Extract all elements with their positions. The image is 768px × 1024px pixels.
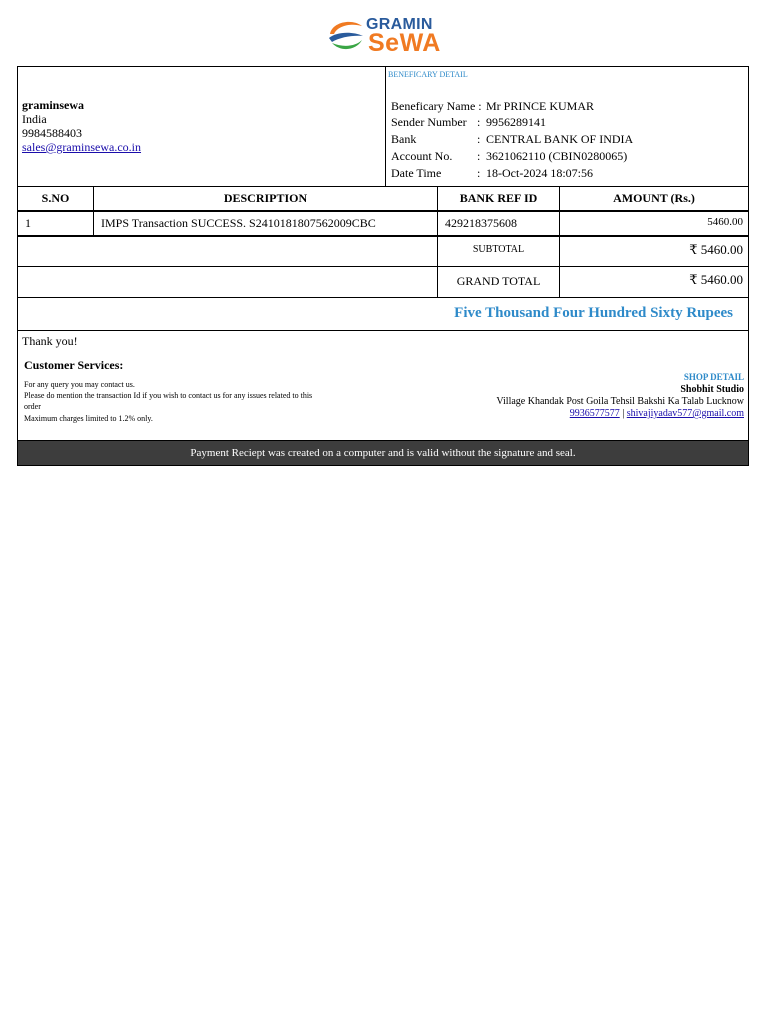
shop-address: Village Khandak Post Goila Tehsil Bakshi Ka Talab Lucknow	[496, 396, 744, 407]
shop-phone-link[interactable]: 9936577577	[569, 408, 620, 419]
merchant-name: graminsewa	[22, 98, 84, 112]
column-header-bank-ref: BANK REF ID	[459, 191, 538, 205]
row-description: IMPS Transaction SUCCESS. S2410181807562009CBC	[101, 216, 376, 230]
sender-number-value: 9956289141	[486, 115, 546, 129]
bank-colon: :	[477, 132, 481, 146]
beneficiary-name-label: Beneficary Name :	[391, 99, 482, 113]
subtotal-value: ₹ 5460.00	[689, 242, 743, 257]
customer-services-line-4: Maximum charges limited to 1.2% only.	[24, 414, 153, 423]
row-sno: 1	[25, 216, 31, 230]
logo-text-gramin: GRAMIN	[366, 16, 433, 33]
sender-number-label: Sender Number	[391, 115, 467, 129]
beneficiary-name-value: Mr PRINCE KUMAR	[486, 99, 595, 113]
disclaimer-text: Payment Reciept was created on a computer and is valid without the signature and seal.	[190, 447, 576, 459]
date-time-colon: :	[477, 166, 481, 180]
date-time-label: Date Time	[391, 166, 442, 180]
date-time-value: 18-Oct-2024 18:07:56	[486, 166, 593, 180]
logo-text-sewa: SeWA	[368, 29, 441, 57]
customer-services-heading: Customer Services:	[24, 358, 124, 372]
bank-label: Bank	[391, 132, 417, 146]
shop-email-link[interactable]: shivajiyadav577@gmail.com	[626, 408, 744, 419]
account-number-value: 3621062110 (CBIN0280065)	[486, 149, 628, 163]
customer-services-line-3: order	[24, 402, 41, 411]
merchant-country: India	[22, 112, 47, 126]
subtotal-row	[17, 236, 749, 267]
account-number-colon: :	[477, 149, 481, 163]
grand-total-label: GRAND TOTAL	[456, 274, 541, 288]
grand-total-row	[17, 266, 749, 298]
column-header-description: DESCRIPTION	[223, 191, 308, 205]
row-bank-ref: 429218375608	[445, 216, 517, 230]
beneficiary-heading: BENEFICARY DETAIL	[388, 70, 468, 79]
logo-swoosh-icon	[326, 16, 366, 54]
customer-services-line-2: Please do mention the transaction Id if you wish to contact us for any issues related to this	[24, 391, 313, 400]
column-header-sno: S.NO	[41, 191, 70, 205]
shop-contact	[570, 408, 744, 419]
subtotal-label: SUBTOTAL	[472, 244, 525, 255]
merchant-phone: 9984588403	[22, 126, 82, 140]
row-amount: 5460.00	[707, 216, 743, 228]
amount-in-words: Five Thousand Four Hundred Sixty Rupees	[454, 305, 733, 321]
receipt-disclaimer-banner	[17, 440, 749, 466]
customer-services-line-1: For any query you may contact us.	[24, 380, 135, 389]
bank-value: CENTRAL BANK OF INDIA	[486, 132, 634, 146]
sender-number-colon: :	[477, 115, 481, 129]
thank-you-text: Thank you!	[22, 334, 78, 348]
merchant-email-link[interactable]: sales@graminsewa.co.in	[22, 140, 142, 154]
shop-name: Shobhit Studio	[680, 384, 744, 395]
shop-contact-separator: |	[622, 408, 625, 419]
column-header-amount: AMOUNT (Rs.)	[613, 191, 695, 205]
grand-total-value: ₹ 5460.00	[689, 272, 743, 287]
gramin-sewa-logo	[326, 14, 446, 56]
shop-detail-heading: SHOP DETAIL	[683, 372, 744, 382]
account-number-label: Account No.	[391, 149, 453, 163]
